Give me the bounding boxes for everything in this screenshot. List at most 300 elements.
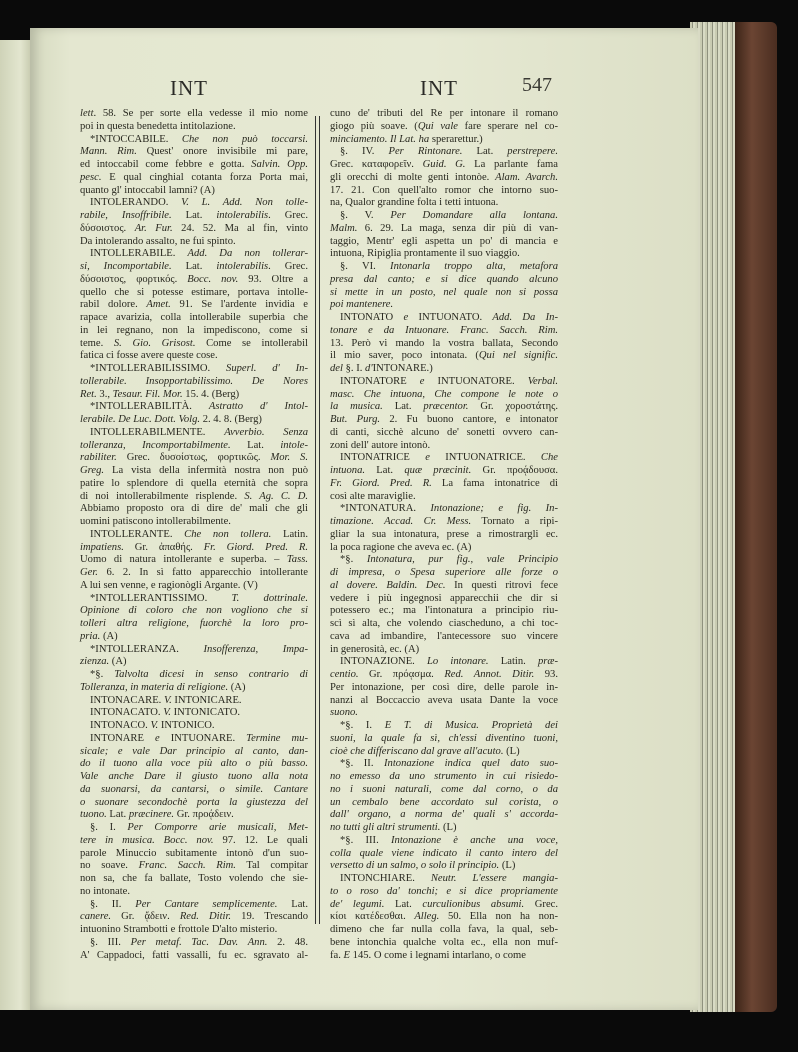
roman-text: *INTOCCABILE. [90, 133, 182, 145]
text-line [80, 172, 308, 185]
text-line [80, 427, 308, 440]
right-column [330, 108, 558, 962]
roman-text: §. VI. [340, 261, 391, 272]
text-line [330, 771, 558, 784]
roman-text: Gr. προᾴδειν. [174, 809, 234, 821]
roman-text: quanto gl' intoccabil lamni? (A) [80, 184, 215, 196]
text-line [80, 695, 308, 708]
roman-text: uomini patiscono intollerabilmente. [80, 516, 231, 527]
text-line [80, 325, 308, 338]
italic-text: V. L. Add. Non tolle- [181, 197, 308, 209]
italic-text: Verbal. [527, 375, 558, 387]
italic-text: tonare e da Intuonare. Franc. Sacch. Rim. [330, 324, 558, 336]
italic-text: Insofferenza, Impa- [203, 643, 308, 655]
italic-text: cioè che differiscano dal grave all'acuto. [330, 745, 504, 757]
roman-text: intuona, Ripiglia prontamente il suo viaggio. [330, 248, 520, 260]
roman-text: taggio, Mentr' egli aspetta un po' di mancia e [330, 235, 558, 247]
roman-text: potessero ec.; ma l'intonatura a principio riu- [330, 605, 558, 617]
roman-text: rabil dolore. [80, 299, 147, 311]
text-line [330, 491, 558, 504]
text-line [330, 733, 558, 746]
italic-text: quæ præcinit. [404, 465, 472, 476]
roman-text: patire lo splendore di quella eternità che sopra [80, 477, 308, 489]
roman-text: Lat. [230, 439, 281, 451]
text-line [80, 401, 308, 414]
italic-text: Alam. Avarch. [495, 171, 559, 183]
italic-text: da suonarsi, da cantarsi, o simile. Cantare [80, 783, 308, 795]
roman-text: INTONARE.) [372, 363, 433, 374]
text-line [330, 899, 558, 912]
text-line [330, 287, 558, 300]
text-line [330, 644, 558, 657]
text-line [80, 376, 308, 389]
text-line [80, 873, 308, 886]
roman-text: scì sì alta, che volendo ciascheduno, a chi toc- [330, 618, 558, 629]
roman-text: (L) [499, 860, 516, 872]
italic-text: Che non tollera. [184, 528, 272, 540]
italic-text: sicale; e vale Dar principio al canto, dan- [80, 745, 308, 757]
roman-text: *INTONATURA. [340, 503, 431, 515]
roman-text: INTONACATO. [90, 707, 164, 719]
italic-text: Talvolta dicesi in senso contrario di [114, 669, 308, 680]
text-line [330, 134, 558, 147]
text-line [80, 287, 308, 300]
italic-text: Per Domandare alla lontana. [390, 210, 558, 221]
text-line [80, 899, 308, 912]
roman-text: 93. Oltre a [238, 273, 308, 285]
text-line [330, 950, 558, 963]
roman-text: INTONAZIONE. [340, 656, 428, 668]
text-line [330, 210, 558, 223]
italic-text: de' legumi. [330, 898, 385, 910]
roman-text: §. I. [90, 822, 128, 833]
roman-text: cuno de' tributi del Re per intonare il romano [330, 108, 558, 119]
roman-text: Tal compitar [235, 860, 308, 872]
italic-text: Qui vale [417, 120, 458, 132]
italic-text: poi mantenere. [330, 299, 394, 311]
roman-text: Abbiamo proposto ora di dire de' mali che gli [80, 503, 308, 515]
text-line [80, 197, 308, 210]
roman-text: Da intolerando assalto, ne fui spinto. [80, 235, 236, 247]
roman-text: così alte maraviglie. [330, 490, 416, 502]
roman-text: 24. 52. Ma al fin, vinto [172, 222, 308, 234]
text-line [330, 452, 558, 465]
roman-text: 91. Se l'ardente invidia e [170, 299, 308, 311]
italic-text: Fr. Giord. Pred. R. [330, 477, 432, 489]
italic-text: suoni, la quale fa sì, ch'essi diventino tuoni, [330, 732, 558, 744]
roman-text: INTONATORE [340, 375, 420, 387]
italic-text: impatiens. [80, 541, 124, 553]
text-line [80, 720, 308, 733]
text-line [80, 338, 308, 351]
italic-text: masc. Che intuona, Che compone le note o [330, 388, 558, 400]
text-line [80, 121, 308, 134]
roman-text: *§. III. [340, 834, 391, 846]
text-line [330, 848, 558, 861]
italic-text: Superl. d' In- [226, 363, 308, 374]
text-line [80, 848, 308, 861]
roman-text: teme. [80, 337, 114, 349]
italic-text: Fr. Giord. Pred. R. [203, 541, 308, 553]
text-line [330, 720, 558, 733]
roman-text: *INTOLLERANTISSIMO. [90, 592, 232, 604]
roman-text: in lei regnano, non la impediscono, come si [80, 324, 308, 336]
italic-text: no i suoni naturali, come dal corno, o da [330, 783, 558, 795]
text-line [80, 516, 308, 529]
italic-text: la musica. [330, 401, 383, 413]
italic-text: zienza. [80, 656, 110, 668]
roman-text: 6. 2. In sì fatto apparecchio intollerante [97, 567, 308, 578]
text-line [330, 529, 558, 542]
left-column [80, 108, 308, 962]
book-binding [735, 22, 777, 1012]
roman-text: INTUONATRICE. [429, 452, 541, 464]
roman-text: Gr. ᾄδειν. [111, 911, 180, 923]
italic-text: rabiliter. [80, 452, 117, 464]
text-line [80, 312, 308, 325]
italic-text: intole- [280, 439, 308, 451]
text-line [330, 682, 558, 695]
roman-text: Lat. [384, 898, 423, 910]
italic-text: Ret. [80, 388, 97, 400]
italic-text: e [154, 732, 160, 744]
italic-text: Ar. Fur. [134, 222, 173, 234]
text-line [330, 860, 558, 873]
page-number: 547 [522, 74, 552, 96]
text-line [80, 440, 308, 453]
roman-text: giogo più soave. ( [330, 120, 418, 132]
text-line [330, 924, 558, 937]
italic-text: intuona. [330, 465, 366, 476]
italic-text: Intonarla troppo alta, metafora [390, 261, 558, 272]
text-line [330, 299, 558, 312]
roman-text: zoni dell' autore intonò. [330, 439, 431, 451]
italic-text: Intonazione è anche una voce, [391, 834, 558, 846]
italic-text: E [343, 949, 351, 961]
text-line [80, 886, 308, 899]
roman-text: Grec. δυσοίστως, φορτικῶς. [116, 452, 271, 464]
italic-text: Add. Da non tollerar- [187, 248, 308, 260]
roman-text: La vista della infermità nostra non può [104, 465, 308, 476]
text-line [330, 695, 558, 708]
roman-text: δύσοιστος, φορτικός. [80, 273, 188, 285]
running-head-left: INT [170, 76, 208, 100]
italic-text: Opinione di coloro che non vogliono che si [80, 605, 308, 617]
italic-text: Tesaur. Fil. Mor. [112, 388, 183, 400]
text-line [330, 261, 558, 274]
italic-text: Che non può toccarsi. [181, 133, 308, 145]
text-line [80, 350, 308, 363]
italic-text: do il tuono alla voce più alto o più basso. [80, 758, 308, 770]
roman-text: *INTOLLERABILISSIMO. [90, 363, 227, 374]
italic-text: lerabile. De Luc. Dott. Volg. [80, 414, 201, 425]
text-line [80, 554, 308, 567]
roman-text: 17. 21. Con quell'alto romor che intorno suo- [330, 184, 558, 196]
roman-text: Quest' onore invisibile mi pare, [136, 146, 308, 158]
text-line [330, 797, 558, 810]
text-line [330, 809, 558, 822]
italic-text: Vale anche Dare il giusto tuono alla nota [80, 771, 308, 782]
text-line [330, 542, 558, 555]
roman-text: *§. [340, 554, 367, 566]
roman-text: §. V. [340, 210, 391, 221]
italic-text: intolerabilis [216, 261, 269, 272]
italic-text: Per Cantare semplicemente. [135, 898, 278, 910]
italic-text: Amet. [146, 299, 171, 311]
roman-text: Grec. καταφορεῖν. [330, 159, 423, 170]
text-line [80, 605, 308, 618]
text-line [330, 656, 558, 669]
roman-text: poi in questa benedetta intitolazione. [80, 120, 236, 132]
roman-text: fa. [330, 949, 344, 961]
text-line [80, 618, 308, 631]
roman-text: vedere i più ingegnosi apparecchii che dir si [330, 592, 558, 604]
roman-text: INTONATO [340, 312, 404, 323]
italic-text: Intonazione indica quel dato suo- [384, 758, 558, 770]
text-line [80, 146, 308, 159]
italic-text: Per Comporre arie musicali, Met- [127, 822, 308, 833]
roman-text: di noi intollerabilmente risplende. [80, 490, 245, 502]
text-line [330, 669, 558, 682]
italic-text: canere. [80, 911, 112, 923]
italic-text: Neutr. L'essere mangia- [430, 873, 558, 884]
text-line [80, 134, 308, 147]
roman-text: Lat. [462, 146, 508, 158]
text-line [80, 809, 308, 822]
roman-text: 97. 12. Le quali [213, 834, 308, 846]
text-line [80, 950, 308, 963]
italic-text: E T. di Musica. Proprietà dei [384, 720, 558, 731]
roman-text: E qual cinghial cotanta forza Porta mai, [101, 171, 308, 183]
text-line [80, 822, 308, 835]
roman-text: 19. Trescando [231, 911, 309, 923]
text-line [330, 350, 558, 363]
italic-text: Astratto d' Intol- [208, 401, 308, 413]
text-line [80, 274, 308, 287]
roman-text: INTONCHIARE. [340, 873, 431, 884]
roman-text: (A) [100, 630, 118, 642]
roman-text: 2. Fu buono cantore, e intonator [380, 414, 558, 425]
italic-text: e [425, 452, 430, 464]
roman-text: intuonino Strambotti e frottole D'alto misterio. [80, 924, 278, 935]
text-line [330, 121, 558, 134]
italic-text: presa dal canto; e si dice quando alcuno [330, 273, 558, 285]
roman-text: (L) [503, 745, 520, 757]
text-line [330, 159, 558, 172]
roman-text: 2. 4. 8. (Berg) [200, 414, 262, 425]
text-line [80, 414, 308, 427]
roman-text: INTUONATO. [408, 312, 493, 323]
italic-text: Add. Da In- [492, 312, 558, 323]
text-line [80, 580, 308, 593]
roman-text: (A) [228, 681, 246, 693]
text-line [330, 440, 558, 453]
roman-text: . Grec. [268, 261, 309, 272]
italic-text: Bocc. nov. [187, 273, 239, 285]
text-line [330, 172, 558, 185]
text-line [330, 146, 558, 159]
text-line [330, 758, 558, 771]
italic-text: pesc. [80, 171, 102, 183]
roman-text: INTONATRICE [340, 452, 426, 464]
italic-text: e [403, 312, 409, 323]
roman-text: ed intoccabil come febbre e gotta. [80, 159, 252, 170]
text-line [80, 593, 308, 606]
italic-text: tere in musica. Bocc. nov. [80, 834, 214, 846]
text-line [80, 733, 308, 746]
italic-text: Tolleranza, in materia di religione. [80, 681, 229, 693]
text-line [330, 784, 558, 797]
text-line [80, 299, 308, 312]
italic-text: Alleg. [414, 911, 440, 923]
roman-text: In questi ritrovi fece [445, 579, 558, 591]
roman-text: Gr. ἀπαθής. [123, 541, 204, 553]
roman-text: κίοι κατέδεσθαι. [330, 911, 415, 923]
text-line [80, 529, 308, 542]
roman-text: Come se intollerabil [195, 337, 308, 349]
italic-text: Termine mu- [246, 732, 308, 744]
italic-text: Salvin. Opp. [251, 159, 309, 170]
italic-text: d' [365, 363, 373, 374]
text-line [330, 465, 558, 478]
roman-text: Per intonazione, per così dire, delle parole in- [330, 681, 558, 693]
italic-text: Ger. [80, 567, 98, 578]
text-line [330, 873, 558, 886]
text-line [80, 478, 308, 491]
text-line [330, 478, 558, 491]
text-line [330, 746, 558, 759]
text-line [80, 236, 308, 249]
roman-text: gli orecchi di molte genti intonòe. [330, 171, 496, 183]
italic-text: Che [540, 452, 558, 464]
italic-text: tuono. [80, 809, 107, 821]
roman-text: Lat. [171, 210, 217, 221]
text-line [80, 707, 308, 720]
italic-text: V. [163, 707, 171, 719]
roman-text: 3., [96, 388, 113, 400]
text-line [330, 911, 558, 924]
italic-text: rabile, Insoffribile. [80, 210, 172, 221]
italic-text: colla quale viene indicato il canto intero del [330, 847, 558, 859]
roman-text: §. I. [342, 363, 366, 374]
text-line [330, 567, 558, 580]
roman-text: 93. [534, 669, 558, 680]
roman-text: Lat. [277, 898, 309, 910]
roman-text: no intonate. [80, 885, 131, 897]
italic-text: intolerabilis [216, 210, 269, 221]
text-line [80, 363, 308, 376]
italic-text: perstrepere. [507, 146, 558, 158]
text-line [80, 746, 308, 759]
roman-text: *§. I. [340, 720, 385, 731]
text-line [330, 338, 558, 351]
text-line [80, 465, 308, 478]
roman-text: bene intonchia qualche volta ec., ella non muf- [330, 936, 558, 948]
roman-text: INTOLLERABILMENTE. [90, 426, 225, 438]
text-line [80, 210, 308, 223]
roman-text: gliar la sua intonatura, prese a rimostrargli ec. [330, 528, 558, 540]
italic-text: e [419, 375, 425, 387]
roman-text: 15. 4. (Berg) [182, 388, 240, 400]
italic-text: Avverbio. Senza [224, 426, 308, 438]
roman-text: INTUONARE. [159, 732, 247, 744]
italic-text: Intonazione; e fig. In- [430, 503, 558, 515]
text-line [80, 784, 308, 797]
text-line [330, 185, 558, 198]
italic-text: dall' organo, a norma de' quali s' accorda- [330, 809, 558, 821]
roman-text: δύσοιστος. [80, 222, 135, 234]
roman-text: INTONICO. [158, 720, 215, 731]
text-line [80, 261, 308, 274]
text-line [330, 325, 558, 338]
italic-text: præcinere. [128, 809, 175, 821]
roman-text: Lat. [106, 809, 129, 821]
italic-text: centio. [330, 669, 359, 680]
italic-text: minciamento. Il Lat. ha [330, 133, 430, 145]
italic-text: But. Purg. [330, 414, 381, 425]
italic-text: Malm. [330, 222, 358, 234]
roman-text: cava ad imbandire, l'antecessore suo vincere [330, 630, 558, 642]
text-line [80, 797, 308, 810]
text-line [330, 618, 558, 631]
italic-text: Tass. [286, 554, 308, 566]
italic-text: Qui nel signific. [478, 350, 558, 362]
italic-text: Per metaf. Tac. Dav. Ann. [130, 936, 268, 948]
roman-text: (L) [440, 822, 457, 833]
roman-text: rapace avarizia, colla intollerabile superbia che [80, 312, 308, 323]
roman-text: INTONICATO. [170, 707, 241, 719]
italic-text: Guid. G. [422, 159, 466, 170]
text-line [80, 389, 308, 402]
text-line [80, 924, 308, 937]
roman-text: 145. O come i legnami intarlano, o come [350, 949, 526, 961]
text-line [80, 758, 308, 771]
text-line [330, 580, 558, 593]
text-line [80, 631, 308, 644]
text-line [80, 567, 308, 580]
roman-text: Grec. [524, 898, 558, 910]
text-line [330, 631, 558, 644]
text-line [330, 554, 558, 567]
column-divider-rule [315, 116, 320, 924]
italic-text: T. dottrinale. [231, 592, 308, 604]
italic-text: suono. [330, 707, 358, 719]
text-line [80, 491, 308, 504]
text-line [80, 185, 308, 198]
text-line [330, 389, 558, 402]
text-line [330, 108, 558, 121]
text-line [80, 860, 308, 873]
italic-text: no emesso da uno strumento in cui risiedo- [330, 771, 558, 782]
text-line [330, 312, 558, 325]
italic-text: Red. Ditir. [179, 911, 232, 923]
italic-text: tolleri altra religione, fuorchè la loro pro- [80, 618, 308, 629]
roman-text: *§. [90, 669, 115, 680]
roman-text: . 58. Se per sorte ella vedesse il mio nome [93, 108, 308, 119]
roman-text: 50. Ella non ha non- [439, 911, 558, 923]
italic-text: o suonare secondochè porta la giustezza del [80, 796, 308, 808]
roman-text: Lat. [171, 261, 217, 272]
text-line [330, 835, 558, 848]
italic-text: si mette in un posto, nel quale non si possa [330, 286, 558, 298]
text-line [80, 503, 308, 516]
roman-text: la poca ragione che aveva ec. (A) [330, 541, 472, 553]
text-line [80, 835, 308, 848]
roman-text: *INTOLLERABILITÀ. [90, 401, 209, 413]
italic-text: Mann. Rim. [80, 146, 137, 158]
italic-text: del [330, 363, 343, 374]
roman-text: *§. II. [340, 758, 385, 770]
